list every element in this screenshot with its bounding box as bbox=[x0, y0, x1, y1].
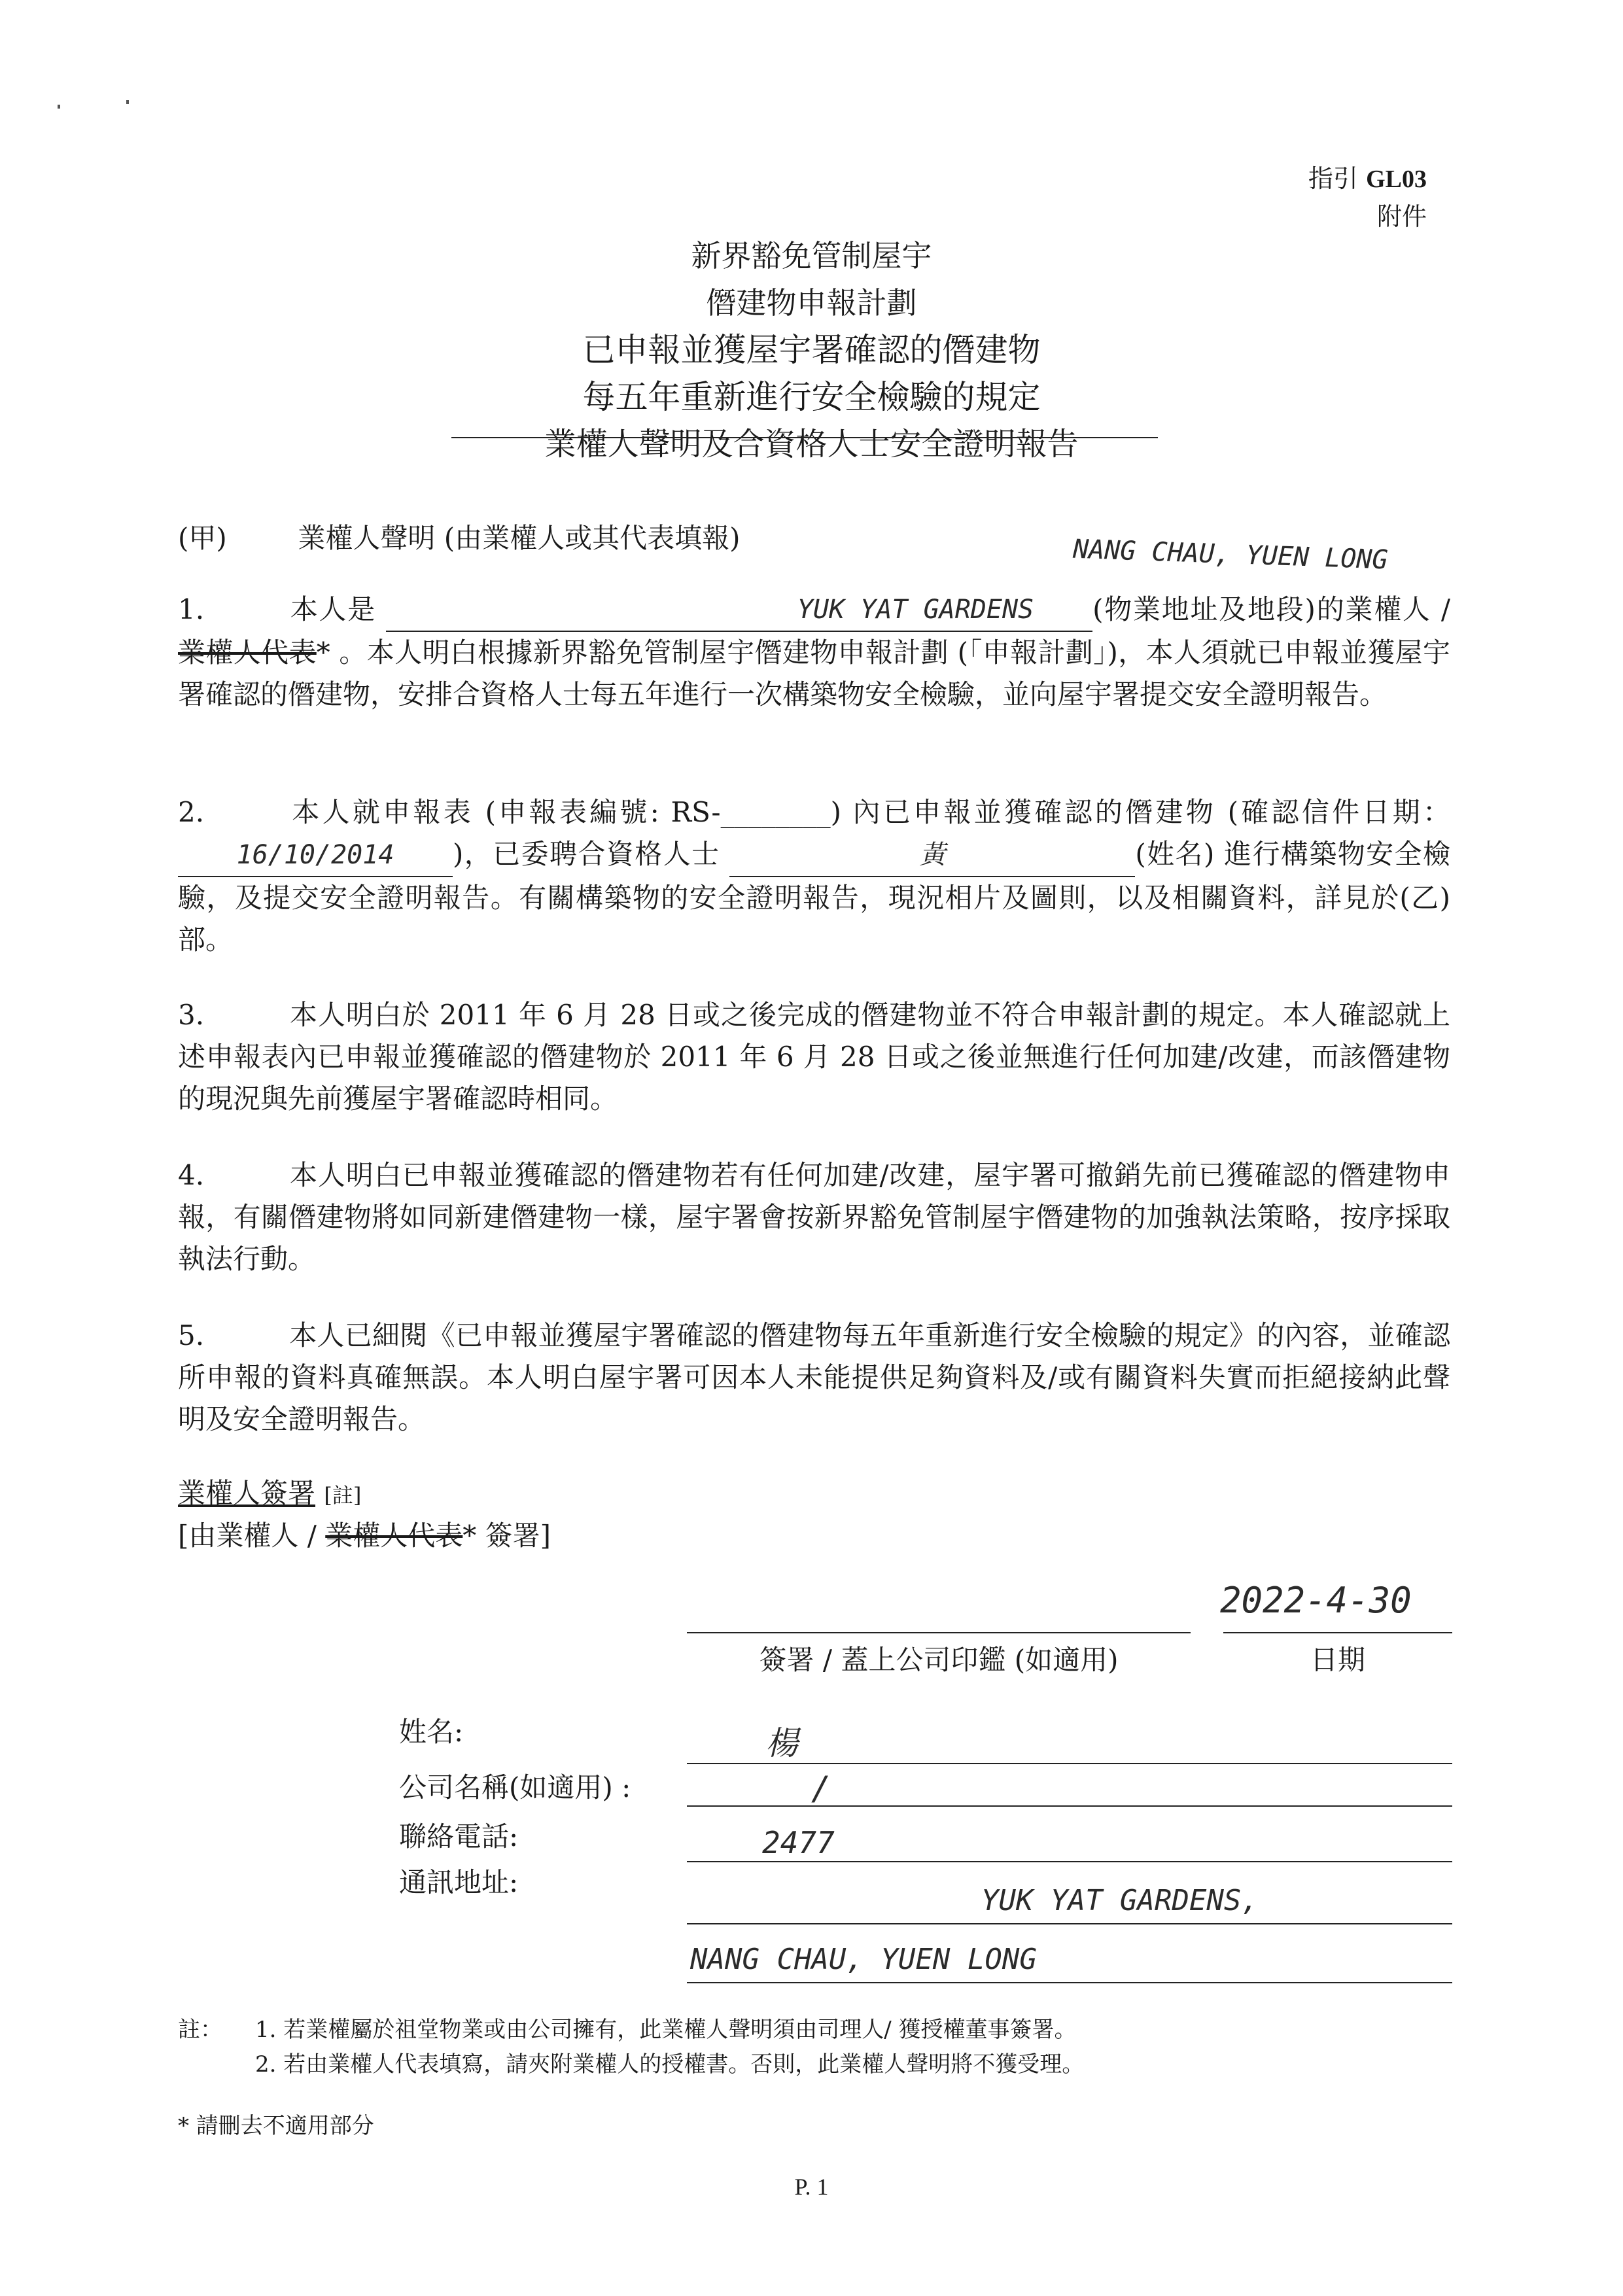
title-line-5: 業權人聲明及合資格人士安全證明報告 bbox=[544, 426, 1079, 462]
section-title: 業權人聲明 (由業權人或其代表填報) bbox=[298, 522, 741, 554]
paragraph-2 bbox=[178, 791, 1450, 961]
handwritten-address-line-2: NANG CHAU, YUEN LONG bbox=[690, 1943, 1037, 1976]
struck-representative: 業權人代表 bbox=[178, 636, 317, 669]
company-field[interactable] bbox=[687, 1805, 1452, 1807]
form-title bbox=[0, 232, 1623, 468]
confirmation-date-field[interactable] bbox=[178, 833, 453, 877]
handwritten-confirm-date: 16/10/2014 bbox=[236, 840, 394, 870]
section-a-heading bbox=[178, 517, 740, 556]
signature-caption: 簽署 / 蓋上公司印鑑 (如適用) bbox=[759, 1644, 1119, 1676]
paragraph-4 bbox=[178, 1155, 1450, 1280]
title-line-3: 已申報並獲屋宇署確認的僭建物 bbox=[582, 331, 1041, 369]
annex-label: 附件 bbox=[1376, 202, 1427, 231]
title-line-4: 每五年重新進行安全檢驗的規定 bbox=[582, 378, 1041, 416]
handwritten-property-name: YUK YAT GARDENS bbox=[797, 595, 1034, 625]
paragraph-number: 1. bbox=[178, 593, 205, 625]
property-address-field[interactable] bbox=[386, 589, 1092, 632]
address-label: 通訊地址: bbox=[399, 1866, 519, 1898]
owner-signature-title: 業權人簽署 bbox=[178, 1477, 316, 1509]
p1-text-b: (物業地址及地段)的 bbox=[1092, 593, 1346, 625]
p2-text-d: (姓名) 進行構築物安全檢驗，及提交安全證明報告。有關構築物的安全證明報告，現況相片及圖則，以及相關資料，詳見於(乙)部。 bbox=[178, 838, 1450, 956]
signature-heading bbox=[178, 1472, 361, 1511]
p4-text: 本人明白已申報並獲確認的僭建物若有任何加建/改建，屋宇署可撤銷先前已獲確認的僭建物申報，有關僭建物將如同新建僭建物一樣，屋宇署會按新界豁免管制屋宇僭建物的加強執法策略，按序採取執法行動。 bbox=[178, 1159, 1450, 1275]
p2-text-a: 本人就申報表 (申報表編號: RS- bbox=[289, 796, 721, 828]
title-line-2: 僭建物申報計劃 bbox=[706, 285, 917, 321]
scan-speck bbox=[126, 100, 129, 104]
paragraph-5 bbox=[178, 1315, 1450, 1440]
handwritten-address-area: NANG CHAU, YUEN LONG bbox=[1072, 534, 1389, 576]
ref-prefix: 指引 bbox=[1308, 164, 1358, 193]
date-caption: 日期 bbox=[1310, 1644, 1365, 1676]
phone-label: 聯絡電話: bbox=[399, 1820, 519, 1852]
title-underline bbox=[451, 437, 1158, 438]
address-field-line-2[interactable] bbox=[687, 1982, 1452, 1983]
delete-hint: * 請刪去不適用部分 bbox=[178, 2113, 374, 2139]
title-line-1: 新界豁免管制屋宇 bbox=[691, 238, 932, 273]
paragraph-number: 3. bbox=[178, 999, 205, 1031]
p5-text: 本人已細閱《已申報並獲屋宇署確認的僭建物每五年重新進行安全檢驗的規定》的內容，並確認所申報的資料真確無誤。本人明白屋宇署可因本人未能提供足夠資料及/或有關資料失實而拒絕接納此聲明及安全證明報告。 bbox=[178, 1319, 1450, 1435]
note-reference: [註] bbox=[324, 1483, 362, 1508]
paragraph-1 bbox=[178, 589, 1450, 716]
paragraph-number: 4. bbox=[178, 1159, 205, 1191]
section-label: (甲) bbox=[178, 522, 227, 554]
handwritten-phone: 2477 bbox=[762, 1825, 835, 1860]
handwritten-person-surname: 黃 bbox=[919, 840, 946, 870]
signature-subheading bbox=[178, 1514, 551, 1554]
company-label: 公司名稱(如適用) : bbox=[399, 1771, 631, 1803]
sub-text-a: [由業權人 / bbox=[178, 1520, 326, 1552]
ref-code: GL03 bbox=[1366, 165, 1427, 193]
date-line[interactable] bbox=[1223, 1632, 1452, 1633]
p2-text-c: )，已委聘合資格人士 bbox=[453, 838, 720, 870]
handwritten-sign-date: 2022-4-30 bbox=[1220, 1580, 1412, 1621]
note-2: 2. 若由業權人代表填寫，請夾附業權人的授權書。否則，此業權人聲明將不獲受理。 bbox=[255, 2051, 1085, 2078]
page-number: P. 1 bbox=[794, 2174, 829, 2200]
p1-text-c: 業權人 / bbox=[1345, 593, 1450, 625]
paragraph-number: 2. bbox=[178, 796, 205, 828]
form-number-blank[interactable]: ________ bbox=[720, 796, 831, 828]
phone-field[interactable] bbox=[687, 1861, 1452, 1862]
sub-text-b: * 簽署] bbox=[462, 1520, 551, 1552]
p1-text-d: * 。本人明白根據新界豁免管制屋宇僭建物申報計劃 (「申報計劃」)，本人須就已申報並獲屋宇署確認的僭建物，安排合資格人士每五年進行一次構築物安全檢驗，並向屋宇署提交安全證明報告。 bbox=[178, 636, 1450, 710]
p3-text: 本人明白於 2011 年 6 月 28 日或之後完成的僭建物並不符合申報計劃的規定。本人確認就上述申報表內已申報並獲確認的僭建物於 2011 年 6 月 28 日或之後並無進行任何加建/改建，而該僭建物的現況與先前獲屋宇署確認時相同。 bbox=[178, 999, 1450, 1115]
paragraph-number: 5. bbox=[178, 1319, 205, 1351]
qualified-person-field[interactable] bbox=[729, 833, 1135, 877]
signature-line[interactable] bbox=[687, 1632, 1191, 1633]
address-field-line-1[interactable] bbox=[687, 1923, 1452, 1924]
paragraph-3 bbox=[178, 994, 1450, 1120]
note-1: 1. 若業權屬於祖堂物業或由公司擁有，此業權人聲明須由司理人/ 獲授權董事簽署。 bbox=[255, 2017, 1077, 2043]
handwritten-address-line-1: YUK YAT GARDENS, bbox=[981, 1884, 1259, 1917]
struck-representative: 業權人代表 bbox=[325, 1520, 463, 1552]
name-field[interactable] bbox=[687, 1763, 1452, 1764]
guideline-reference bbox=[1308, 160, 1427, 198]
p2-text-b: ) 內已申報並獲確認的僭建物 (確認信件日期： bbox=[830, 796, 1450, 828]
scan-speck bbox=[58, 105, 60, 109]
handwritten-company: / bbox=[811, 1769, 831, 1807]
p1-text-a: 本人是 bbox=[289, 593, 377, 625]
handwritten-owner-name: 楊 bbox=[765, 1724, 798, 1762]
name-label: 姓名: bbox=[399, 1716, 464, 1748]
notes-label: 註： bbox=[178, 2017, 222, 2043]
